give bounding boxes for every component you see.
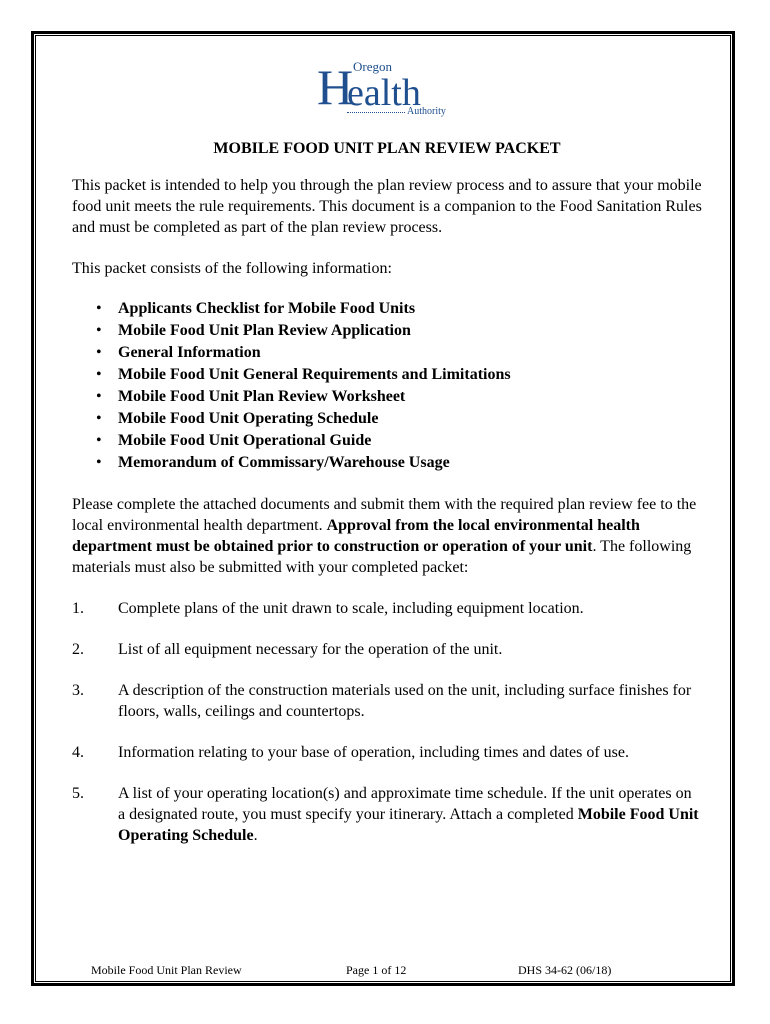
list-item: [72, 408, 702, 430]
item-text: A description of the construction materials used on the unit, including surface finishes for floors, walls, ceilings and countertops.: [118, 682, 692, 720]
list-item: [72, 342, 702, 364]
footer-form-id: DHS 34-62 (06/18): [518, 963, 612, 977]
submit-text-end: . The following materials must also be submitted with your completed packet:: [72, 538, 692, 576]
bullet: •: [96, 410, 102, 427]
list-item: [72, 298, 702, 320]
item-text-end: .: [253, 827, 258, 844]
footer-page-number: Page 1 of 12: [346, 963, 407, 977]
list-item: [72, 452, 702, 474]
list-item-label: General Information: [118, 344, 261, 361]
bullet: •: [96, 344, 102, 361]
item-number: 2.: [72, 641, 84, 658]
list-item-label: Mobile Food Unit Operational Guide: [118, 432, 372, 449]
intro-paragraph: This packet is intended to help you through the plan review process and to assure that your mobile food unit meets the rule requirements. This document is a companion to the Food Sanitation Rules and must be completed as part of the plan review process.: [72, 177, 702, 236]
item-text: A list of your operating location(s) and approximate time schedule. If the unit operates on a designated route, you must specify your itinerary. Attach a completed: [118, 785, 692, 823]
item-number: 5.: [72, 785, 84, 802]
logo-oregon: Oregon: [353, 59, 392, 74]
list-item: [72, 430, 702, 452]
bullet: •: [96, 454, 102, 471]
bullet: •: [96, 366, 102, 383]
logo-authority: Authority: [407, 106, 446, 117]
list-item: [72, 742, 702, 763]
item-number: 4.: [72, 744, 84, 761]
list-item: [72, 639, 702, 660]
bullet: •: [96, 300, 102, 317]
logo-ealth: ealth: [347, 72, 421, 114]
item-number: 1.: [72, 600, 84, 617]
submit-text: Please complete the attached documents and submit them with the required plan review fee to the local environmental health department.: [72, 496, 697, 534]
footer-doc-name: Mobile Food Unit Plan Review: [91, 963, 242, 977]
packet-contents-list: [72, 298, 702, 474]
list-item-label: Mobile Food Unit Operating Schedule: [118, 410, 379, 427]
list-item-label: Applicants Checklist for Mobile Food Units: [118, 300, 416, 317]
list-item-label: Mobile Food Unit Plan Review Worksheet: [118, 388, 406, 405]
list-item: [72, 680, 702, 722]
logo-rule: [347, 112, 405, 113]
list-item: [72, 320, 702, 342]
item-text: Information relating to your base of operation, including times and dates of use.: [118, 744, 629, 761]
item-text: Complete plans of the unit drawn to scale, including equipment location.: [118, 600, 584, 617]
approval-notice: Approval from the local environmental health department must be obtained prior to construction or operation of your unit: [72, 517, 640, 555]
list-item-label: Memorandum of Commissary/Warehouse Usage: [118, 454, 450, 471]
bullet: •: [96, 388, 102, 405]
operating-schedule-ref: Mobile Food Unit Operating Schedule: [118, 806, 699, 844]
consists-paragraph: This packet consists of the following information:: [72, 260, 392, 277]
list-item-label: Mobile Food Unit Plan Review Application: [118, 322, 411, 339]
bullet: •: [96, 322, 102, 339]
list-item: [72, 364, 702, 386]
list-item: [72, 783, 702, 846]
list-item: [72, 598, 702, 619]
document-body: [72, 138, 702, 866]
list-item-label: Mobile Food Unit General Requirements and Limitations: [118, 366, 511, 383]
document-title: MOBILE FOOD UNIT PLAN REVIEW PACKET: [213, 140, 561, 157]
item-number: 3.: [72, 682, 84, 699]
item-text: List of all equipment necessary for the operation of the unit.: [118, 641, 503, 658]
required-materials-list: [72, 598, 702, 846]
submit-paragraph: [72, 494, 702, 578]
logo-h: H: [317, 59, 354, 115]
list-item: [72, 386, 702, 408]
bullet: •: [96, 432, 102, 449]
oregon-health-authority-logo: [317, 58, 453, 120]
